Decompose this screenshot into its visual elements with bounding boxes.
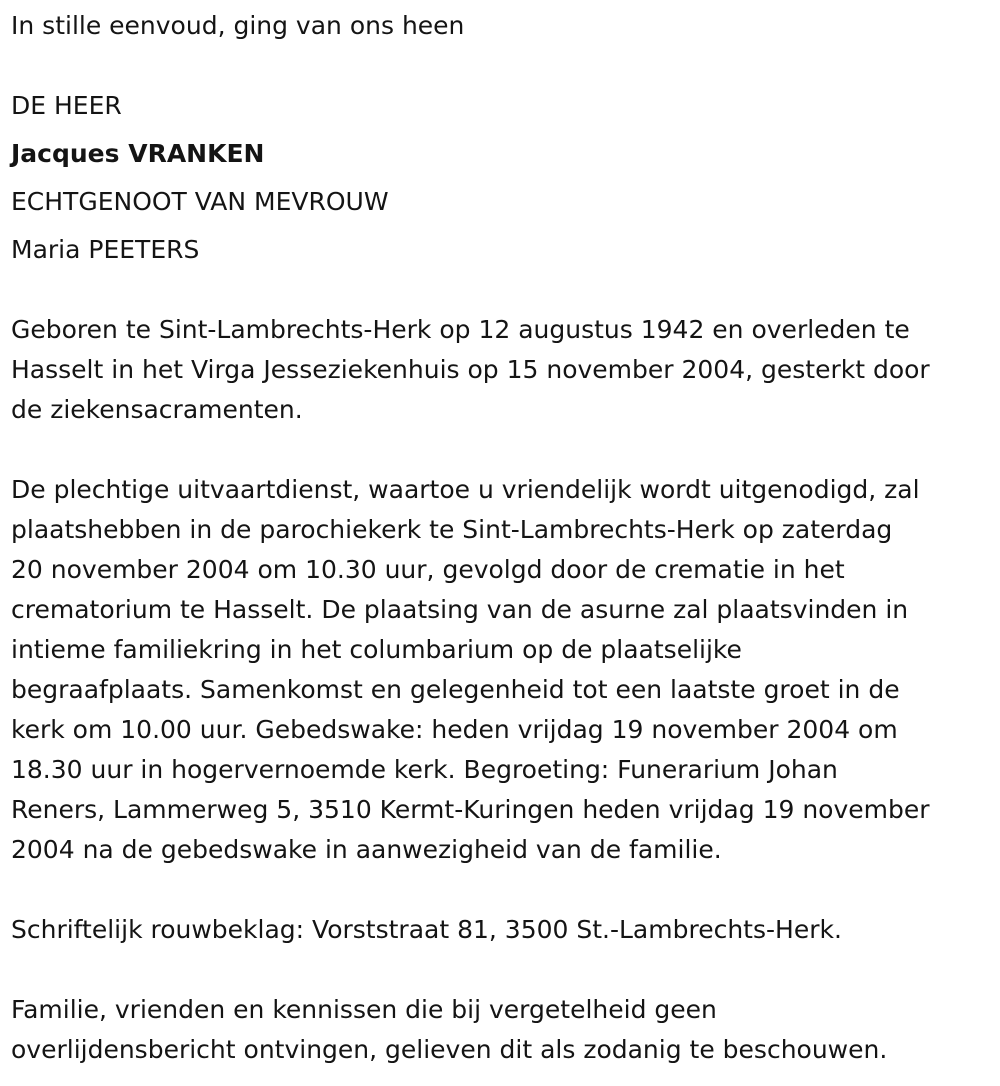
intro-line: In stille eenvoud, ging van ons heen [11, 11, 465, 40]
closing-paragraph: Familie, vrienden en kennissen die bij vergetelheid geen overlijdensbericht ontvingen, gelieven dit als zodanig te beschouwen. [11, 995, 888, 1064]
condolences-paragraph: Schriftelijk rouwbeklag: Vorststraat 81, 3500 St.-Lambrechts-Herk. [11, 915, 842, 944]
honorific-title: DE HEER [11, 91, 122, 120]
funeral-paragraph: De plechtige uitvaartdienst, waartoe u vriendelijk wordt uitgenodigd, zal plaatshebben in de parochiekerk te Sint-Lambrechts-Herk op zaterdag 20 november 2004 om 10.30 uur, gevolgd door de crematie in het crematorium te Hasselt. De plaatsing van de asurne zal plaatsvinden in intieme familiekring in het columbarium op de plaatselijke begraafplaats. Samenkomst en gelegenheid tot een laatste groet in de kerk om 10.00 uur. Gebedswake: heden vrijdag 19 november 2004 om 18.30 uur in hogervernoemde kerk. Begroeting: Funerarium Johan Reners, Lammerweg 5, 3510 Kermt-Kuringen heden vrijdag 19 november 2004 na de gebedswake in aanwezigheid van de familie. [11, 475, 930, 864]
birth-death-paragraph: Geboren te Sint-Lambrechts-Herk op 12 augustus 1942 en overleden te Hasselt in het Virga Jesseziekenhuis op 15 november 2004, gesterkt door de ziekensacramenten. [11, 315, 930, 424]
deceased-name: Jacques VRANKEN [11, 139, 265, 168]
spouse-name: Maria PEETERS [11, 235, 200, 264]
spouse-title: ECHTGENOOT VAN MEVROUW [11, 187, 389, 216]
